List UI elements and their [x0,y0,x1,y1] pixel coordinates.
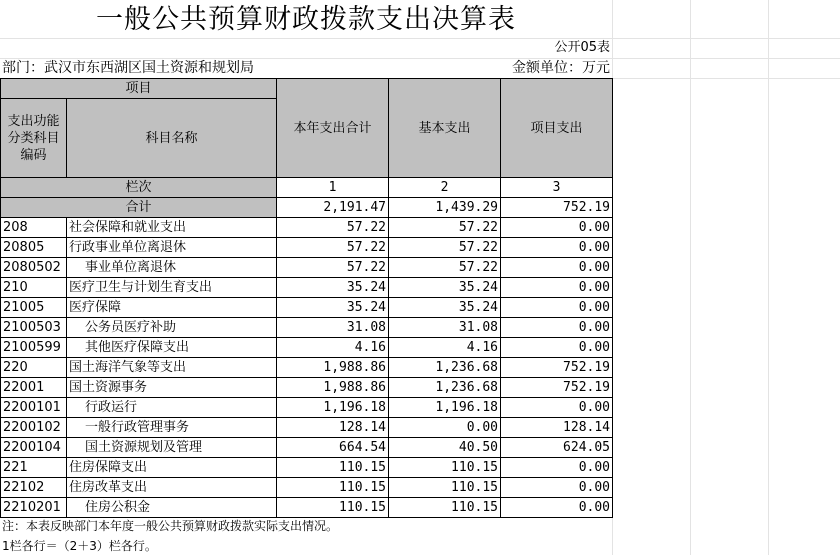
row-project: 0.00 [501,278,613,298]
table-row [1,338,613,358]
row-name: 医疗保障 [67,298,277,318]
row-code: 22102 [1,478,67,498]
row-total: 110.15 [277,498,389,518]
note-formula: 1栏各行＝（2＋3）栏各行。 [2,539,157,553]
header-total: 本年支出合计 [277,79,389,178]
row-basic: 57.22 [389,258,501,278]
row-basic: 4.16 [389,338,501,358]
col-num-2: 2 [389,178,501,198]
table-row [1,358,613,378]
row-code: 22001 [1,378,67,398]
department-label: 部门：武汉市东西湖区国土资源和规划局 [2,60,254,76]
row-code: 20805 [1,238,67,258]
row-code: 2080502 [1,258,67,278]
table-number: 公开05表 [554,40,610,55]
total-sum: 2,191.47 [277,198,389,218]
row-total: 128.14 [277,418,389,438]
row-code: 2100599 [1,338,67,358]
header-code: 支出功能分类科目编码 [1,99,67,178]
row-project: 752.19 [501,358,613,378]
row-project: 0.00 [501,338,613,358]
row-project: 0.00 [501,238,613,258]
row-name: 一般行政管理事务 [67,418,277,438]
row-basic: 31.08 [389,318,501,338]
table-row [1,378,613,398]
row-project: 0.00 [501,258,613,278]
row-project: 0.00 [501,458,613,478]
row-total: 31.08 [277,318,389,338]
row-basic: 57.22 [389,238,501,258]
row-basic: 110.15 [389,498,501,518]
row-name: 国土海洋气象等支出 [67,358,277,378]
row-project: 0.00 [501,298,613,318]
row-code: 2200101 [1,398,67,418]
row-basic: 35.24 [389,298,501,318]
row-name: 住房改革支出 [67,478,277,498]
table-row [1,458,613,478]
row-name: 国土资源规划及管理 [67,438,277,458]
row-total: 35.24 [277,298,389,318]
row-code: 208 [1,218,67,238]
row-name: 事业单位离退休 [67,258,277,278]
row-project: 0.00 [501,218,613,238]
row-total: 1,988.86 [277,358,389,378]
total-label: 合计 [1,198,277,218]
row-name: 医疗卫生与计划生育支出 [67,278,277,298]
col-num-1: 1 [277,178,389,198]
row-total: 664.54 [277,438,389,458]
row-total: 4.16 [277,338,389,358]
row-code: 2100503 [1,318,67,338]
row-name: 公务员医疗补助 [67,318,277,338]
row-project: 0.00 [501,478,613,498]
row-basic: 40.50 [389,438,501,458]
row-total: 1,196.18 [277,398,389,418]
table-row [1,218,613,238]
row-code: 221 [1,458,67,478]
row-project: 128.14 [501,418,613,438]
row-name: 国土资源事务 [67,378,277,398]
row-total: 57.22 [277,238,389,258]
header-project: 项目 [1,79,277,99]
row-project: 624.05 [501,438,613,458]
report-title: 一般公共预算财政拨款支出决算表 [96,4,516,35]
row-name: 行政运行 [67,398,277,418]
row-project: 0.00 [501,498,613,518]
table-row [1,258,613,278]
row-code: 2210201 [1,498,67,518]
table-row [1,438,613,458]
row-name: 其他医疗保障支出 [67,338,277,358]
row-basic: 57.22 [389,218,501,238]
row-total: 1,988.86 [277,378,389,398]
row-project: 0.00 [501,398,613,418]
row-name: 行政事业单位离退休 [67,238,277,258]
row-total: 57.22 [277,258,389,278]
header-name: 科目名称 [67,99,277,178]
row-name: 住房公积金 [67,498,277,518]
note-description: 注：本表反映部门本年度一般公共预算财政拨款实际支出情况。 [2,519,339,533]
table-row [1,298,613,318]
total-project: 752.19 [501,198,613,218]
row-basic: 110.15 [389,458,501,478]
row-code: 2200102 [1,418,67,438]
table-row [1,498,613,518]
row-total: 110.15 [277,478,389,498]
table-row [1,478,613,498]
row-total: 57.22 [277,218,389,238]
header-basic: 基本支出 [389,79,501,178]
table-row [1,278,613,298]
expenditure-table [0,78,613,518]
row-code: 220 [1,358,67,378]
unit-label: 金额单位：万元 [512,60,610,76]
row-name: 社会保障和就业支出 [67,218,277,238]
table-row [1,418,613,438]
row-basic: 0.00 [389,418,501,438]
row-total: 110.15 [277,458,389,478]
row-basic: 1,236.68 [389,358,501,378]
table-row [1,318,613,338]
row-basic: 35.24 [389,278,501,298]
row-project: 0.00 [501,318,613,338]
row-label-cell: 栏次 [1,178,277,198]
total-basic: 1,439.29 [389,198,501,218]
row-code: 2200104 [1,438,67,458]
row-code: 210 [1,278,67,298]
row-name: 住房保障支出 [67,458,277,478]
row-project: 752.19 [501,378,613,398]
col-num-3: 3 [501,178,613,198]
row-basic: 110.15 [389,478,501,498]
row-total: 35.24 [277,278,389,298]
table-row [1,238,613,258]
row-basic: 1,236.68 [389,378,501,398]
row-code: 21005 [1,298,67,318]
row-basic: 1,196.18 [389,398,501,418]
header-project-expense: 项目支出 [501,79,613,178]
table-row [1,398,613,418]
